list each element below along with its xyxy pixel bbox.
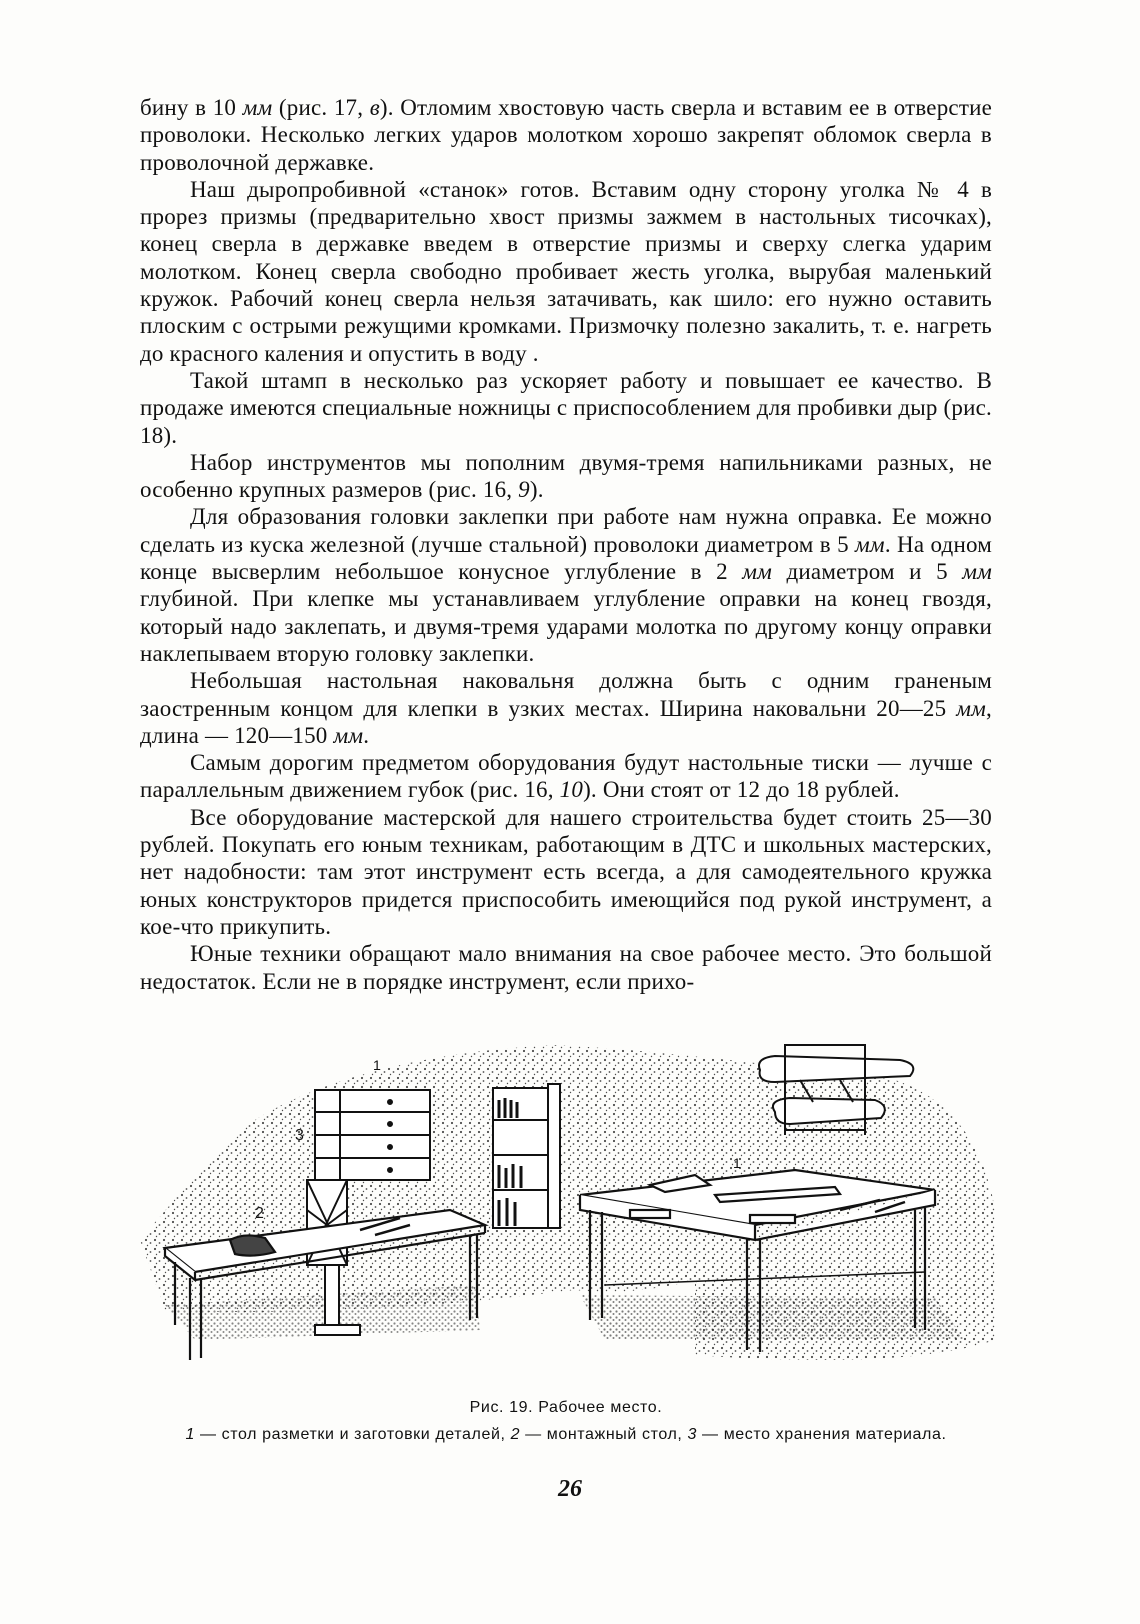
paragraph	[140, 94, 992, 176]
text-fragment: .	[363, 722, 370, 748]
text-fragment: диаметром и 5	[772, 559, 963, 585]
italic-fragment: мм	[333, 722, 364, 748]
legend-text-2: — монтажный стол,	[520, 1426, 688, 1443]
text-fragment: Для образования головки заклепки при работе нам нужна оправка. Ее можно сделать из куска железной (лучше стальной) проволоки диаметром в 5	[140, 504, 992, 557]
text-fragment: глубиной. При клепке мы устанавливаем углубление оправки на конец гвоздя, который надо заклепать, и двумя-тремя ударами молотка по другому концу оправки наклепываем вторую головку заклепки.	[140, 586, 992, 666]
paragraph	[140, 503, 992, 667]
text-fragment: (рис. 17,	[272, 95, 370, 120]
italic-fragment: мм	[855, 531, 885, 557]
text-fragment: , длина — 120—150	[140, 695, 992, 748]
body-text	[140, 94, 992, 995]
text-fragment: бину в 10	[140, 95, 243, 120]
text-fragment: Набор инструментов мы пополним двумя-тремя напильниками разных, не особенно крупных размеров (рис. 16,	[140, 449, 992, 503]
paragraph	[140, 749, 992, 804]
legend-number-1: 1	[185, 1426, 195, 1443]
figure-label-3: 3	[295, 1127, 304, 1144]
figure-label-1-right: 1	[733, 1155, 741, 1171]
figure-label-2: 2	[255, 1205, 264, 1222]
italic-fragment: мм	[242, 95, 273, 120]
italic-fragment: 9	[518, 477, 530, 503]
drawer-cabinet	[315, 1090, 430, 1180]
text-fragment: Небольшая настольная наковальня должна быть с одним граненым заостренным концом для клепки в узких местах. Ширина наковальни 20—25	[140, 668, 992, 721]
italic-fragment: в	[369, 95, 380, 120]
italic-fragment: мм	[962, 559, 992, 585]
page-number: 26	[558, 1476, 582, 1502]
legend-text-3: — место хранения материала.	[697, 1426, 947, 1443]
figure-legend	[140, 1424, 992, 1445]
paragraph: Такой штамп в несколько раз ускоряет работу и повышает ее качество. В продаже имеются специальные ножницы с приспособлением для пробивки дыр (рис. 18).	[140, 367, 992, 448]
text-fragment: Самым дорогим предметом оборудования будут настольные тиски — лучше с параллельным движением губок (рис. 16,	[140, 750, 992, 803]
italic-fragment: 10	[559, 777, 584, 803]
italic-fragment: мм	[956, 695, 987, 721]
paragraph	[140, 667, 992, 749]
text-fragment: ). Они стоят от 12 до 18 рублей.	[583, 777, 900, 803]
paragraph: Наш дыропробивной «станок» готов. Вставим одну сторону уголка № 4 в прорез призмы (предварительно хвост призмы зажмем в настольных тисочках), конец сверла в державке введем в отверстие призмы и сверху слегка ударим молотком. Конец сверла свободно пробивает жесть уголка, вырубая маленький кружок. Рабочий конец сверла нельзя затачивать, как шило: его нужно оставить плоским с острыми режущими кромками. Призмочку полезно закалить, т. е. нагреть до красного каления и опустить в воду .	[140, 176, 992, 366]
figure-caption: Рис. 19. Рабочее место.	[469, 1399, 663, 1416]
text-fragment: ).	[529, 477, 544, 503]
bookcase	[493, 1084, 560, 1228]
figure-label-1-left: 1	[373, 1057, 381, 1073]
text-fragment: . На одном конце высверлим небольшое конусное углубление в 2	[140, 531, 992, 585]
paragraph: Юные техники обращают мало внимания на свое рабочее место. Это большой недостаток. Если не в порядке инструмент, если прихо-	[140, 941, 992, 994]
legend-text-1: — стол разметки и заготовки деталей,	[194, 1426, 511, 1443]
paragraph	[140, 449, 992, 504]
italic-fragment: мм	[742, 559, 773, 585]
workplace-illustration	[135, 1040, 1005, 1385]
floor-shadow-right	[580, 1295, 965, 1340]
legend-number-3: 3	[687, 1426, 697, 1443]
legend-number-2: 2	[510, 1426, 521, 1443]
paragraph: Все оборудование мастерской для нашего строительства будет стоить 25—30 рублей. Покупать его юным техникам, работающим в ДТС и школьных мастерских, нет надобности: там этот инструмент есть всегда, а для самодеятельного кружка юных конструкторов придется приспособить имеющийся под рукой инструмент, а кое-что прикупить.	[140, 804, 992, 939]
text-fragment: ). Отломим хвостовую часть сверла и вставим ее в отверстие проволоки. Несколько легких ударов молотком хорошо закрепят обломок сверла в проволочной державке.	[140, 95, 992, 175]
